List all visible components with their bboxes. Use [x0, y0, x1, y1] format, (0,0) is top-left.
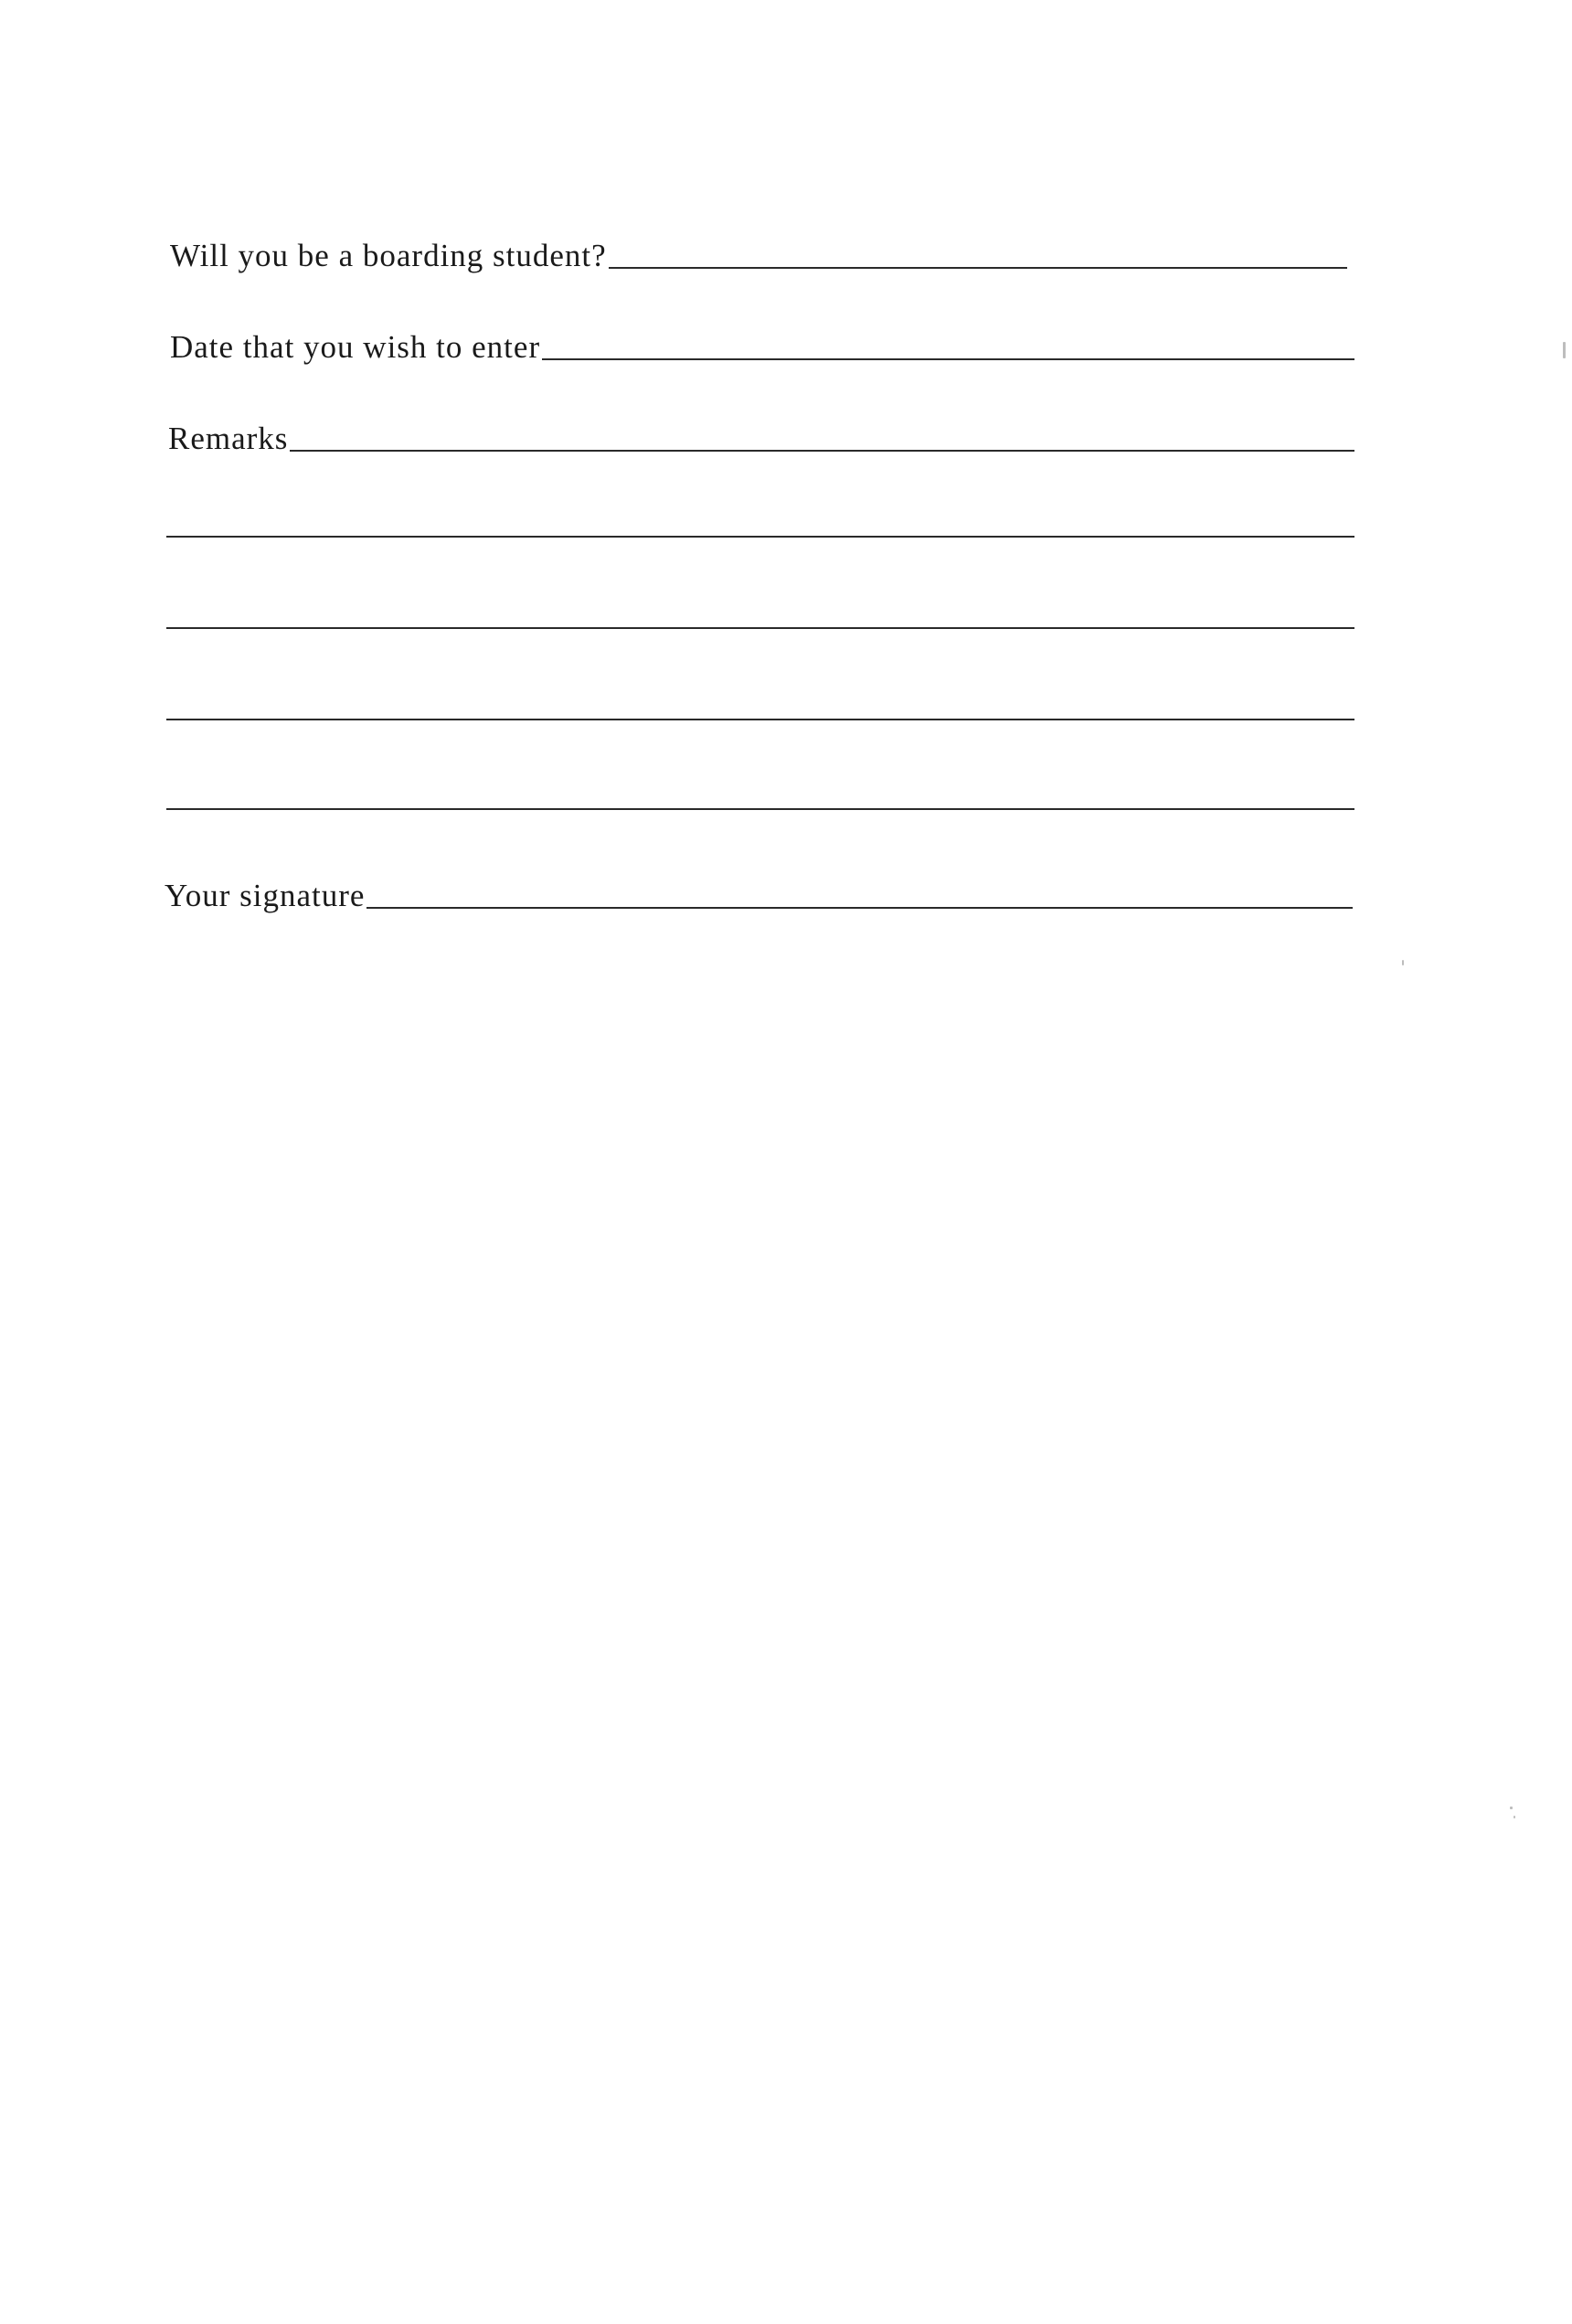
- entry-date-label: Date that you wish to enter: [170, 329, 541, 365]
- remarks-continuation-line-3[interactable]: [166, 719, 1354, 720]
- signature-label: Your signature: [165, 878, 366, 913]
- entry-date-row: [170, 331, 1354, 365]
- remarks-field[interactable]: [290, 450, 1354, 452]
- remarks-continuation-line-2[interactable]: [166, 627, 1354, 629]
- boarding-student-row: [170, 240, 1347, 273]
- remarks-row: [168, 422, 1354, 456]
- scan-speck: [1514, 1816, 1515, 1818]
- remarks-continuation-line-1[interactable]: [166, 536, 1354, 538]
- remarks-label: Remarks: [168, 421, 289, 456]
- scan-speck: [1563, 342, 1566, 358]
- signature-row: [165, 879, 1353, 913]
- scan-speck: [1510, 1807, 1513, 1809]
- entry-date-field[interactable]: [542, 358, 1354, 360]
- signature-field[interactable]: [366, 907, 1353, 909]
- boarding-student-label: Will you be a boarding student?: [170, 238, 607, 273]
- scan-speck: [1402, 960, 1404, 965]
- remarks-continuation-line-4[interactable]: [166, 808, 1354, 810]
- boarding-student-field[interactable]: [609, 267, 1347, 269]
